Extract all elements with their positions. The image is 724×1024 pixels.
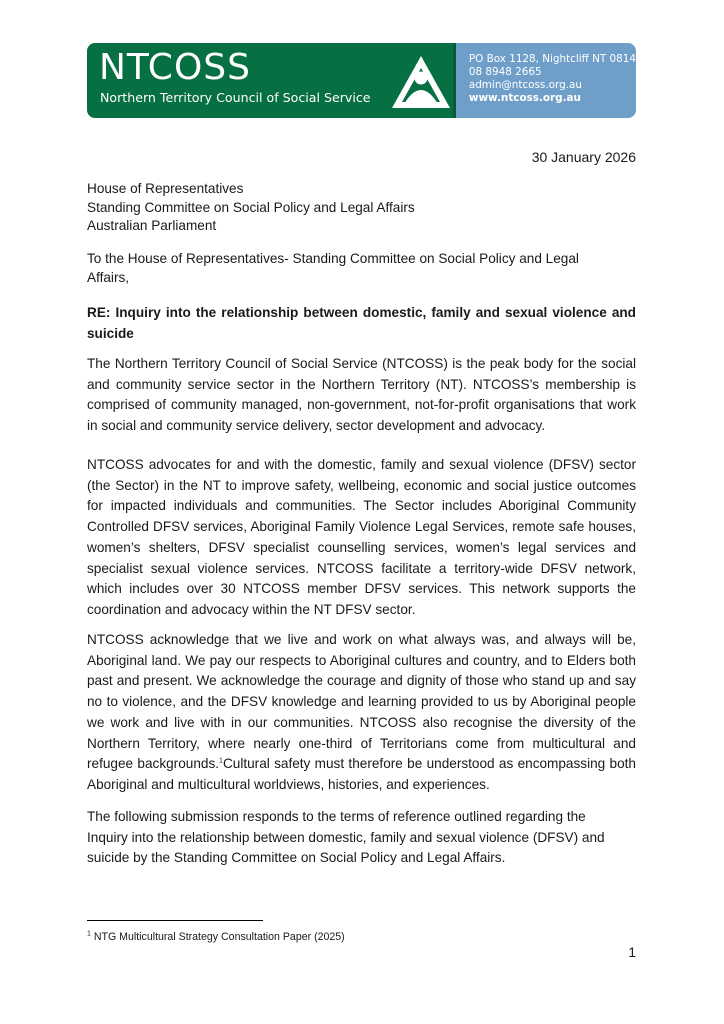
paragraph-3-tail: Cultural safety must therefore be understood as encompassing both Aboriginal and multicultural worldviews, histories, and experiences. — [87, 756, 636, 792]
recipient-line-3: Australian Parliament — [87, 218, 217, 233]
contact-address: PO Box 1128, Nightcliff NT 0814 — [468, 53, 636, 65]
recipient-line-2: Standing Committee on Social Policy and Legal Affairs — [87, 199, 415, 215]
footnote — [87, 931, 345, 943]
subject-heading: RE: Inquiry into the relationship between domestic, family and sexual violence and suicide — [87, 305, 636, 341]
org-full-name: Northern Territory Council of Social Service — [100, 90, 371, 105]
paragraph-1: The Northern Territory Council of Social Service (NTCOSS) is the peak body for the social and community service sector in the Northern Territory (NT). NTCOSS’s membership is comprised of community managed, non-government, not-for-profit organisations that work in social and community service delivery, sector development and advocacy. — [87, 356, 636, 434]
letter-date: 30 January 2026 — [531, 149, 636, 165]
contact-email: admin@ntcoss.org.au — [468, 79, 582, 91]
paragraph-3-body: NTCOSS acknowledge that we live and work on what always was, and always will be, Aboriginal land. We pay our respects to Aboriginal cultures and country, and to Elders both past and present. We acknowledge the courage and dignity of those who stand up and say no to violence, and the DFSV knowledge and learning provided to us by Aboriginal people we work and live with in our communities. NTCOSS also recognise the diversity of the Northern Territory, where nearly one-third of Territorians come from multicultural and refugee backgrounds. — [87, 632, 636, 772]
person-in-triangle-icon — [390, 54, 452, 110]
contact-phone: 08 8948 2665 — [468, 66, 542, 78]
recipient-address — [87, 180, 636, 236]
page-number: 1 — [628, 944, 636, 960]
footnote-separator — [87, 920, 263, 921]
letterhead-brand-panel — [87, 43, 453, 118]
contact-panel — [456, 43, 636, 118]
recipient-line-1: House of Representatives — [87, 181, 244, 196]
letterhead-banner — [87, 43, 636, 118]
salutation: To the House of Representatives- Standing Committee on Social Policy and Legal Affairs, — [87, 251, 579, 285]
org-acronym: NTCOSS — [99, 47, 251, 88]
paragraph-4: The following submission responds to the terms of reference outlined regarding the Inquiry into the relationship between domestic, family and sexual violence (DFSV) and suicide by the Standing Committee on Social Policy and Legal Affairs. — [87, 809, 605, 866]
footnote-text: NTG Multicultural Strategy Consultation Paper (2025) — [93, 931, 345, 943]
footnote-number: 1 — [87, 930, 91, 938]
paragraph-3 — [87, 630, 636, 796]
paragraph-2: NTCOSS advocates for and with the domestic, family and sexual violence (DFSV) sector (the Sector) in the NT to improve safety, wellbeing, economic and social justice outcomes for impacted individuals and communities. The Sector includes Aboriginal Community Controlled DFSV services, Aboriginal Family Violence Legal Services, remote safe houses, women’s shelters, DFSV specialist counselling services, women’s legal services and specialist sexual violence services. NTCOSS facilitate a territory-wide DFSV network, which includes over 30 NTCOSS member DFSV services. This network supports the coordination and advocacy within the NT DFSV sector. — [87, 457, 636, 617]
footnote-ref: 1 — [219, 757, 223, 765]
contact-website: www.ntcoss.org.au — [468, 92, 581, 104]
